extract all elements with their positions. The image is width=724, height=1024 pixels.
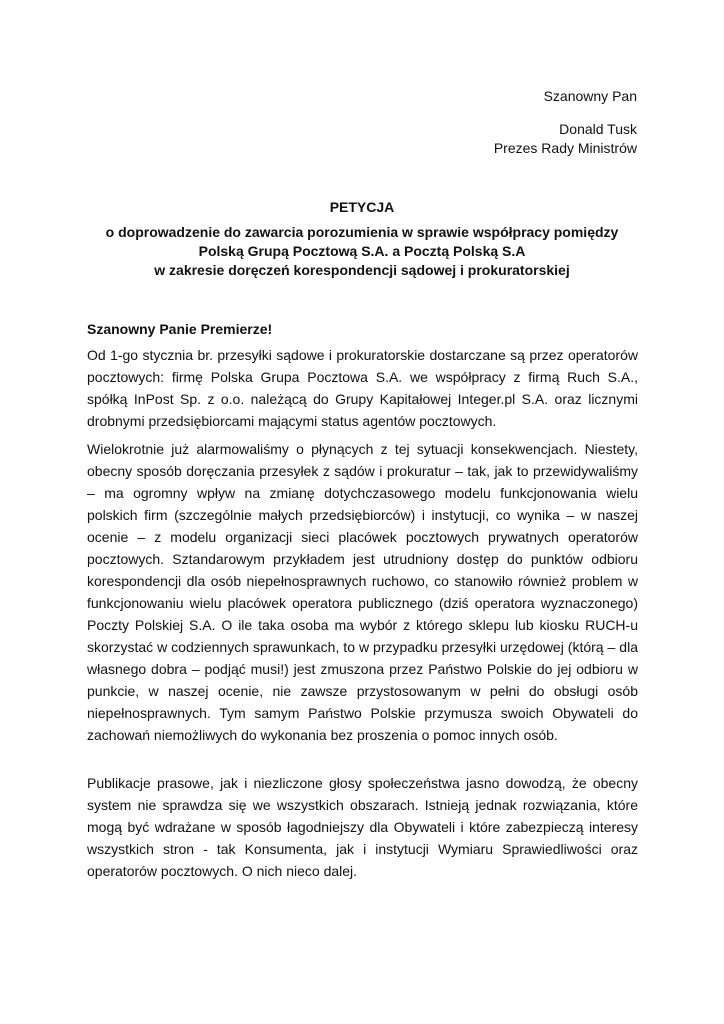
addressee-position: Prezes Rady Ministrów xyxy=(493,140,637,156)
body-paragraph: Od 1-go stycznia br. przesyłki sądowe i prokuratorskie dostarczane są przez operatorów pocztowych: firmę Polska Grupa Pocztowa S.A. we współpracy z firmą Ruch S.A., spółką InPost Sp. z o.o. należącą do Grupy Kapitałowej Integer.pl S.A. oraz licznymi drobnymi przedsiębiorcami mającymi status agentów pocztowych. xyxy=(87,347,638,429)
body-paragraph: Wielokrotnie już alarmowaliśmy o płynących z tej sytuacji konsekwencjach. Niestety, obecny sposób doręczania przesyłek z sądów i prokuratur – tak, jak to przewidywaliśmy – ma ogromny wpływ na zmianę dotychczasowego modelu funkcjonowania wielu polskich firm (szczególnie małych przedsiębiorców) i instytucji, co wynika – w naszej ocenie – z modelu organizacji sieci placówek pocztowych prywatnych operatorów pocztowych. Sztandarowym przykładem jest utrudniony dostęp do punktów odbioru korespondencji dla osób niepełnosprawnych ruchowo, co stanowiło również problem w funkcjonowaniu wielu placówek operatora publicznego (dziś operatora wyznaczonego) Poczty Polskiej S.A. O ile taka osoba ma wybór z którego sklepu lub kiosku RUCH-u skorzystać w codziennych sprawunkach, to w przypadku przesyłki urzędowej (którą – dla własnego dobra – podjąć musi!) jest zmuszona przez Państwo Polskie do jej odbioru w punkcie, w naszej ocenie, nie zawsze przystosowanym w pełni do obsługi osób niepełnosprawnych. Tym samym Państwo Polskie przymusza swoich Obywateli do zachowań niemożliwych do wykonania bez proszenia o pomoc innych osób. xyxy=(87,441,638,743)
petition-title-block xyxy=(0,198,724,280)
addressee-name: Donald Tusk xyxy=(559,121,637,137)
petition-subtitle-line: w zakresie doręczeń korespondencji sądowej i prokuratorskiej xyxy=(154,262,570,278)
salutation: Szanowny Panie Premierze! xyxy=(87,321,273,337)
letter-body xyxy=(87,318,638,888)
body-paragraph: Publikacje prasowe, jak i niezliczone głosy społeczeństwa jasno dowodzą, że obecny system nie sprawdza się we wszystkich obszarach. Istnieją jednak rozwiązania, które mogą być wdrażane w sposób łagodniejszy dla Obywateli i które zabezpieczą interesy wszystkich stron - tak Konsumenta, jak i instytucji Wymiaru Sprawiedliwości oraz operatorów pocztowych. O nich nieco dalej. xyxy=(87,775,638,879)
addressee-block xyxy=(494,87,637,158)
petition-heading: PETYCJA xyxy=(329,199,395,215)
petition-subtitle-line: o doprowadzenie do zawarcia porozumienia w sprawie współpracy pomiędzy xyxy=(105,224,619,240)
addressee-greeting: Szanowny Pan xyxy=(543,88,637,104)
petition-subtitle-line: Polską Grupą Pocztową S.A. a Pocztą Polską S.A xyxy=(198,243,526,259)
addressee-gap xyxy=(494,106,637,120)
